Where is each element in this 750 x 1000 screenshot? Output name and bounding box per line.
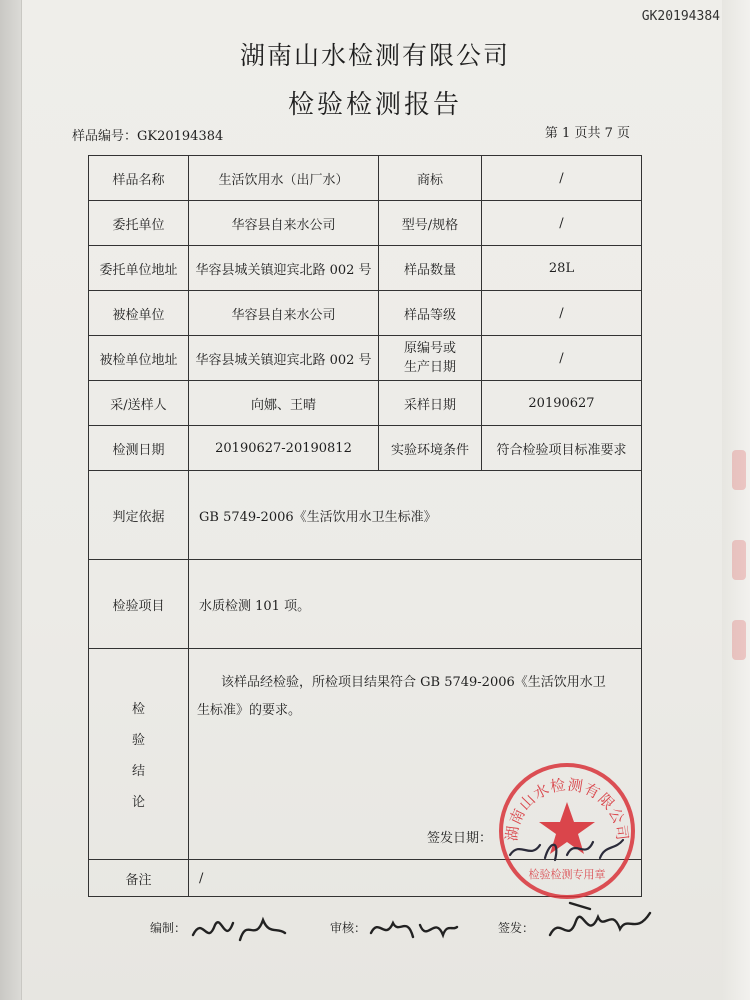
review-label: 审核：	[330, 921, 367, 935]
conclusion-label-char: 结	[131, 764, 145, 779]
field-label: 采样日期	[379, 381, 482, 426]
field-value: 华容县自来水公司	[189, 291, 379, 336]
edit-label: 编制：	[150, 921, 187, 935]
field-value: 符合检验项目标准要求	[482, 426, 642, 471]
field-label: 检测日期	[89, 426, 189, 471]
field-value: 生活饮用水（出厂水）	[189, 156, 379, 201]
field-value: /	[482, 156, 642, 201]
field-value: /	[482, 291, 642, 336]
conclusion-label-char: 论	[131, 795, 145, 810]
seal-text: 湖南山水检测有限公司	[502, 775, 632, 843]
field-label: 实验环境条件	[379, 426, 482, 471]
items-value: 水质检测 101 项。	[189, 560, 642, 649]
binder-edge	[0, 0, 22, 1000]
table-row	[89, 560, 642, 649]
conclusion-label-char: 检	[131, 702, 145, 717]
sample-number: 样品编号：GK20194384	[72, 129, 224, 144]
field-value: 华容县城关镇迎宾北路 002 号	[189, 246, 379, 291]
page-edge	[722, 0, 750, 1000]
notes-value: /	[189, 860, 642, 897]
handwritten-date	[505, 830, 635, 870]
notes-label: 备注	[89, 860, 189, 897]
page-info: 第 1 页共 7 页	[544, 126, 630, 141]
field-label: 样品数量	[379, 246, 482, 291]
report-title: 检验检测报告	[287, 90, 462, 120]
table-row	[89, 336, 642, 381]
sign-signature	[540, 895, 660, 955]
table-row	[89, 156, 642, 201]
judgement-label: 判定依据	[89, 471, 189, 560]
red-edge-mark	[732, 540, 746, 580]
conclusion-text: 该样品经检验，所检项目结果符合 GB 5749-2006《生活饮用水卫生标准》的要求。	[197, 675, 606, 718]
field-label: 采/送样人	[89, 381, 189, 426]
field-label: 委托单位	[89, 201, 189, 246]
field-value: 20190627-20190812	[189, 426, 379, 471]
judgement-value: GB 5749-2006《生活饮用水卫生标准》	[189, 471, 642, 560]
table-row	[89, 426, 642, 471]
conclusion-label	[89, 649, 189, 860]
conclusion-label-char: 验	[131, 733, 145, 748]
table-row	[89, 291, 642, 336]
items-label: 检验项目	[89, 560, 189, 649]
field-label: 型号/规格	[379, 201, 482, 246]
review-signature	[365, 905, 460, 955]
field-value: 华容县自来水公司	[189, 201, 379, 246]
edit-signature	[185, 905, 295, 955]
field-value: 28L	[482, 246, 642, 291]
red-edge-mark	[732, 450, 746, 490]
sign-label: 签发：	[498, 921, 535, 935]
field-value: 向娜、王晴	[189, 381, 379, 426]
field-label: 样品等级	[379, 291, 482, 336]
field-value: 华容县城关镇迎宾北路 002 号	[189, 336, 379, 381]
field-label: 原编号或 生产日期	[379, 336, 482, 381]
company-name: 湖南山水检测有限公司	[239, 41, 510, 70]
field-label: 被检单位	[89, 291, 189, 336]
field-label: 商标	[379, 156, 482, 201]
red-edge-mark	[732, 620, 746, 660]
field-value: /	[482, 336, 642, 381]
signature-row	[0, 905, 750, 965]
table-row	[89, 246, 642, 291]
report-code: GK20194384	[641, 9, 720, 24]
table-row	[89, 381, 642, 426]
field-label: 被检单位地址	[89, 336, 189, 381]
seal-subtext: 检验检测专用章	[528, 868, 606, 881]
issue-date-label: 签发日期：	[427, 831, 493, 846]
field-label: 委托单位地址	[89, 246, 189, 291]
field-label: 样品名称	[89, 156, 189, 201]
table-row	[89, 471, 642, 560]
field-value: 20190627	[482, 381, 642, 426]
field-value: /	[482, 201, 642, 246]
table-row	[89, 201, 642, 246]
